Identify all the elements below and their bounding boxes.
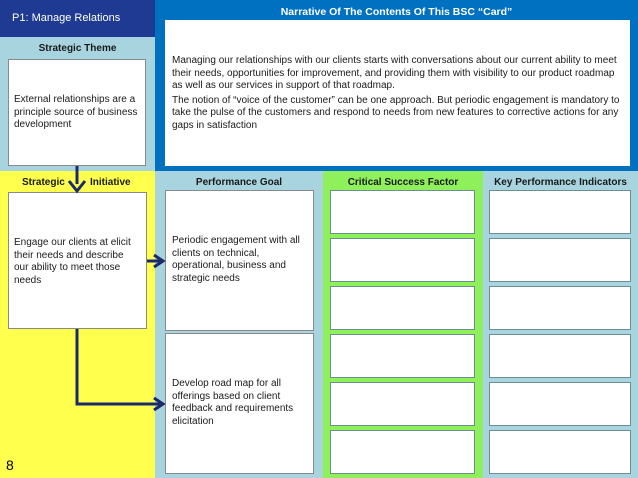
narrative-paragraph-1: Managing our relationships with our clients starts with conversations about our current ability to meet their needs, opportunities for improvement, and providing them with visibility to our product roadmap as well as our services in support of that roadmap. <box>172 55 617 91</box>
critical-success-factor-header: Critical Success Factor <box>347 177 459 188</box>
strategic-initiative-header-left: Strategic <box>22 177 65 188</box>
goal-text-2: Develop road map for all offerings based on client feedback and requirements elicitation <box>172 378 294 427</box>
initiative-to-goal2-line <box>77 329 160 404</box>
narrative-title: Narrative Of The Contents Of This BSC “Card” <box>280 6 513 18</box>
strategic-theme-text: External relationships are a principle source of business development <box>14 94 138 130</box>
kpi-header: Key Performance Indicators <box>494 177 627 188</box>
goal-text-1: Periodic engagement with all clients on technical, operational, business and strategic needs <box>172 235 300 284</box>
page-title: P1: Manage Relations <box>12 12 121 24</box>
page-number: 8 <box>6 457 14 473</box>
narrative-paragraph-2: The notion of “voice of the customer” can be one approach. But periodic engagement is mandatory to take the pulse of the customers and respond to needs from new features to corrective actions for any gaps in satisfaction <box>172 94 620 131</box>
performance-goal-header: Performance Goal <box>195 177 283 188</box>
initiative-text: Engage our clients at elicit their needs and describe our ability to meet those needs <box>14 237 131 286</box>
strategic-theme-label: Strategic Theme <box>38 43 117 54</box>
strategic-initiative-header-right: Initiative <box>90 177 131 188</box>
